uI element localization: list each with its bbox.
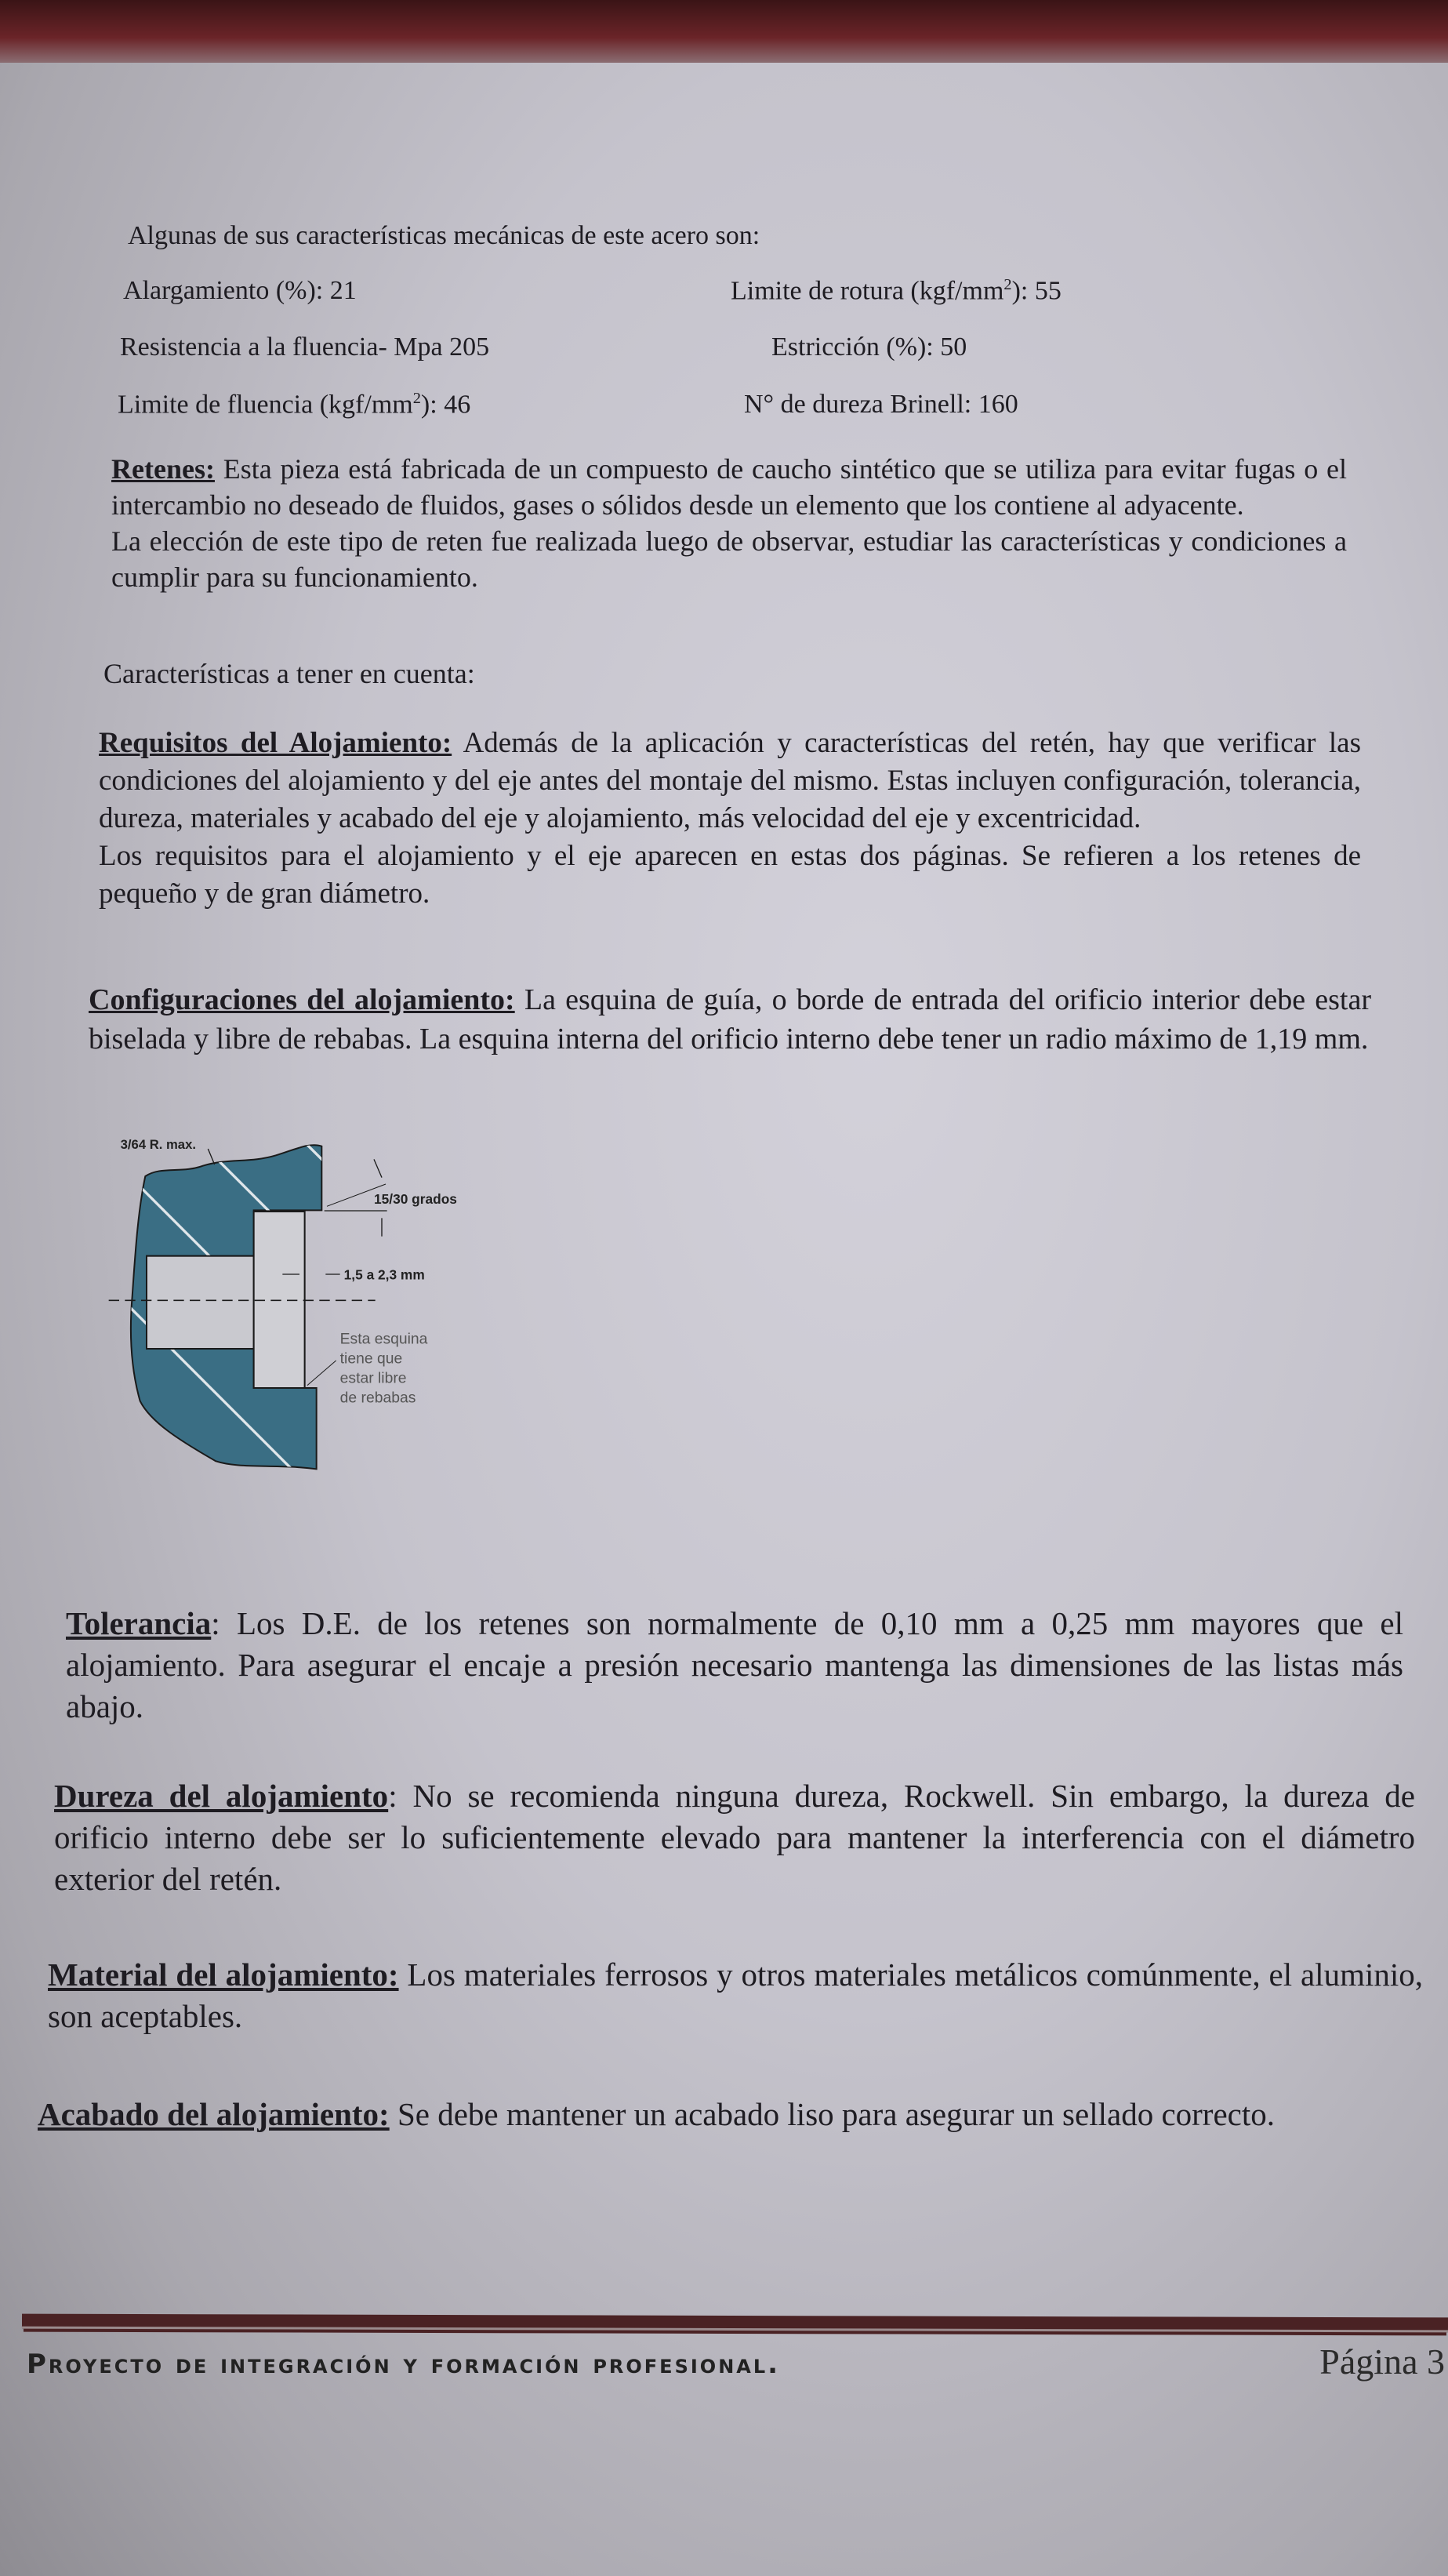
svg-text:tiene que: tiene que	[339, 1350, 403, 1368]
dureza-section: Dureza del alojamiento: No se recomienda ninguna dureza, Rockwell. Sin embargo, la dureza de orificio interno debe ser lo suficientemente elevado para mantener la interferencia con el diámetro exterior del retén.	[54, 1778, 1415, 1897]
page-number: Página 3	[1319, 2342, 1445, 2382]
material-heading: Material del alojamiento:	[48, 1957, 399, 1993]
svg-text:estar libre: estar libre	[339, 1370, 407, 1387]
acabado-heading: Acabado del alojamiento:	[38, 2096, 390, 2132]
radius-label: 3/64 R. max.	[120, 1137, 196, 1152]
housing-diagram	[71, 1114, 525, 1474]
property-yield-limit: Limite de fluencia $(kgf/mm^2)$: 46	[118, 390, 471, 420]
tolerancia-heading: Tolerancia	[66, 1605, 212, 1641]
footer-rule	[22, 2314, 1448, 2333]
svg-text:Esta esquina: Esta esquina	[339, 1331, 428, 1348]
requisitos-section: Requisitos del Alojamiento: Además de la aplicación y características del retén, hay que verificar las condiciones del alojamiento y del eje antes del montaje del mismo. Estas incluyen configuración, tolerancia, dureza, materiales y acabado del eje y alojamiento, más velocidad del eje y excentricidad. Los requisitos para el alojamiento y el eje aparecen en estas dos páginas. Se refieren a los retenes de pequeño y de gran diámetro.	[99, 727, 1361, 910]
acabado-section: Acabado del alojamiento: Se debe mantener un acabado liso para asegurar un sellado correcto.	[38, 2096, 1275, 2132]
retenes-heading: Retenes:	[111, 453, 215, 485]
material-section: Material del alojamiento: Los materiales ferrosos y otros materiales metálicos comúnmente, el aluminio, son aceptables.	[48, 1957, 1423, 2034]
property-yield-resistance: Resistencia a la fluencia- Mpa 205	[120, 332, 490, 362]
configuraciones-heading: Configuraciones del alojamiento:	[89, 983, 515, 1016]
footer-title: Proyecto de integración y formación profesional.	[27, 2349, 781, 2380]
angle-label: 15/30 grados	[374, 1191, 457, 1207]
depth-label: 1,5 a 2,3 mm	[343, 1266, 425, 1283]
shaft-section	[147, 1256, 254, 1349]
svg-text:de rebabas: de rebabas	[339, 1390, 416, 1407]
retenes-section: Retenes: Esta pieza está fabricada de un compuesto de caucho sintético que se utiliza para evitar fugas o el intercambio no deseado de fluidos, gases o sólidos desde un elemento que los contiene al adyacente. La elección de este tipo de reten fue realizada luego de observar, estudiar las características y condiciones a cumplir para su funcionamiento.	[111, 453, 1347, 593]
photo-top-edge	[0, 0, 1448, 63]
intro-text: Algunas de sus características mecánicas de este acero son:	[128, 221, 760, 250]
corner-note	[340, 1331, 428, 1406]
property-elongation: Alargamiento (%): 21	[123, 276, 357, 305]
property-striction: Estricción (%): 50	[771, 332, 967, 362]
caracteristicas-label: Características a tener en cuenta:	[103, 658, 475, 689]
requisitos-heading: Requisitos del Alojamiento:	[99, 727, 452, 759]
tolerancia-section: Tolerancia: Los D.E. de los retenes son normalmente de 0,10 mm a 0,25 mm mayores que el alojamiento. Para asegurar el encaje a presión necesario mantenga las dimensiones de las listas más abajo.	[66, 1605, 1403, 1724]
dureza-heading: Dureza del alojamiento	[54, 1778, 389, 1814]
arrow-icon	[374, 1159, 382, 1177]
property-tensile-limit: Limite de rotura $(kgf/mm^2)$: 55	[731, 276, 1062, 306]
configuraciones-section: Configuraciones del alojamiento: La esquina de guía, o borde de entrada del orificio interior debe estar biselada y libre de rebabas. La esquina interna del orificio interno debe tener un radio máximo de 1,19 mm.	[89, 983, 1371, 1055]
property-brinell: N° de dureza Brinell: 160	[744, 390, 1018, 419]
